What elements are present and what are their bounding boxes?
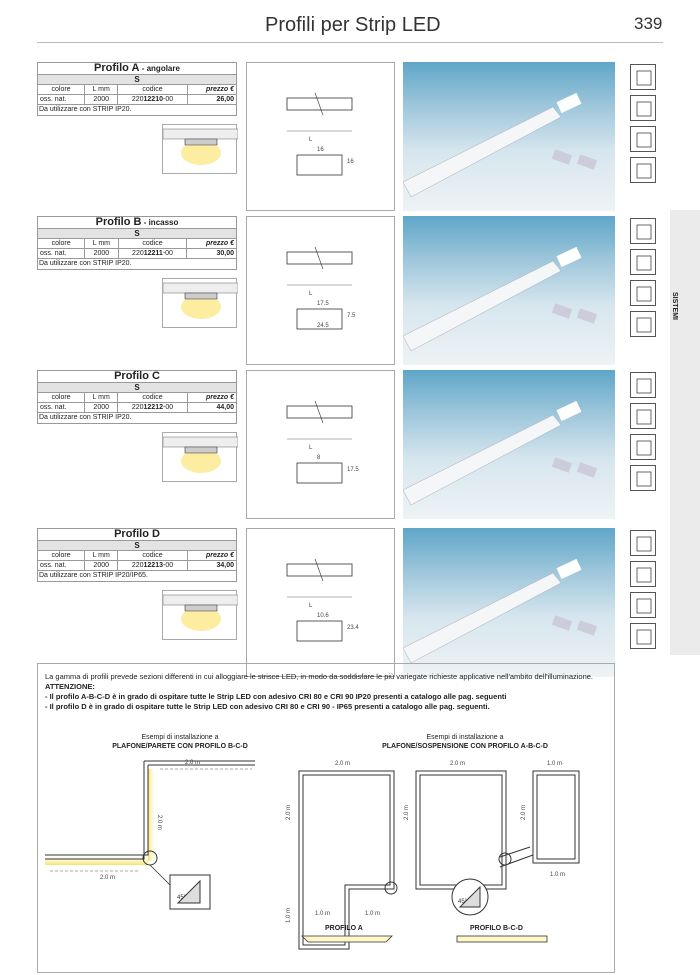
angle-label: 45° <box>458 899 468 905</box>
svg-text:L: L <box>309 291 313 297</box>
dim-label: 1.0 m <box>315 911 331 917</box>
col-header: codice <box>118 393 187 403</box>
intro-line: La gamma di profili prevede sezioni differenti in cui alloggiare le strisce LED, in modo da soddisfare le più variegate richieste applicative nell'ambito dell'illuminazione. <box>45 672 594 681</box>
section-label: SISTEMI <box>671 292 678 321</box>
col-header: colore <box>38 551 85 561</box>
col-header: prezzo € <box>187 239 237 249</box>
color-cell: oss. nat. <box>38 561 85 571</box>
hand-install-icon <box>630 64 656 90</box>
person-icon <box>630 465 656 491</box>
svg-text:8: 8 <box>317 455 321 461</box>
col-header: prezzo € <box>187 85 236 95</box>
technical-drawing <box>246 62 395 211</box>
col-header: colore <box>38 239 85 249</box>
svg-text:7.5: 7.5 <box>347 313 356 319</box>
svg-text:L: L <box>309 137 313 143</box>
size-header: S <box>37 74 237 84</box>
svg-text:24.5: 24.5 <box>317 323 329 329</box>
dim-label: 1.0 m <box>550 872 566 878</box>
size-header: S <box>37 540 237 550</box>
svg-text:17.5: 17.5 <box>317 301 329 307</box>
col-header: colore <box>38 393 85 403</box>
product-table <box>37 62 237 116</box>
dim-label: 1.0 m <box>286 907 292 923</box>
col-header: prezzo € <box>187 551 236 561</box>
product-table <box>37 216 237 270</box>
product-title: Profilo D <box>37 528 237 540</box>
dim-label: 2.0 m <box>100 875 116 881</box>
price-cell: 30,00 <box>187 249 237 259</box>
length-cell: 2000 <box>85 249 118 259</box>
svg-text:17.5: 17.5 <box>347 467 359 473</box>
size-header: S <box>37 382 237 392</box>
svg-text:L: L <box>309 445 313 451</box>
section-tab <box>670 210 700 655</box>
dim-label: 1.0 m <box>365 911 381 917</box>
price-cell: 34,00 <box>187 561 236 571</box>
building-icon <box>630 126 656 152</box>
person-icon <box>630 311 656 337</box>
profile-a-label: PROFILO A <box>325 925 363 932</box>
col-header: L mm <box>85 85 118 95</box>
svg-text:16: 16 <box>317 147 324 153</box>
attention-label: ATTENZIONE: <box>45 682 95 691</box>
product-note: Da utilizzare con STRIP IP20. <box>37 413 237 424</box>
header-divider <box>37 42 663 43</box>
application-icons <box>630 372 658 496</box>
price-cell: 26,00 <box>187 95 236 105</box>
product-photo <box>403 528 615 677</box>
technical-drawing <box>246 370 395 519</box>
length-cell: 2000 <box>85 403 118 413</box>
product-title: Profilo A - angolare <box>37 62 237 74</box>
installation-section-image <box>162 590 237 640</box>
svg-text:10.6: 10.6 <box>317 613 329 619</box>
house-icon <box>630 249 656 275</box>
col-header: codice <box>118 85 187 95</box>
product-note: Da utilizzare con STRIP IP20/IP65. <box>37 571 237 582</box>
dim-label: 2.0 m <box>286 804 292 820</box>
product-title: Profilo C <box>37 370 237 382</box>
attention-line-1: - Il profilo A-B-C-D è in grado di ospitare tutte le Strip LED con adesivo CRI 80 e CRI 90 IP20 presenti a catalogo alle pag. seguenti <box>45 692 507 701</box>
page-title: Profili per Strip LED <box>265 14 441 36</box>
house-icon <box>630 95 656 121</box>
col-header: colore <box>38 85 85 95</box>
svg-text:23.4: 23.4 <box>347 625 359 631</box>
svg-text:16: 16 <box>347 159 354 165</box>
product-table <box>37 370 237 424</box>
house-icon <box>630 561 656 587</box>
product-table <box>37 528 237 582</box>
attention-line-2: - Il profilo D è in grado di ospitare tutte le Strip LED con adesivo CRI 80 e CRI 90 - IP65 presenti a catalogo alle pag. seguenti. <box>45 702 490 711</box>
product-photo <box>403 216 615 365</box>
col-header: prezzo € <box>187 393 236 403</box>
dim-label: 2.0 m <box>404 804 410 820</box>
col-header: L mm <box>85 393 118 403</box>
page-number: 339 <box>634 14 663 33</box>
profile-bcd-section-icon <box>455 934 550 946</box>
example-1-diagram <box>40 755 280 965</box>
code-cell: 22012211-00 <box>118 249 187 259</box>
col-header: L mm <box>85 551 118 561</box>
application-icons <box>630 64 658 188</box>
length-cell: 2000 <box>85 561 118 571</box>
col-header: codice <box>118 551 187 561</box>
col-header: L mm <box>85 239 118 249</box>
product-photo <box>403 370 615 519</box>
hand-install-icon <box>630 372 656 398</box>
installation-section-image <box>162 432 237 482</box>
hand-install-icon <box>630 218 656 244</box>
application-icons <box>630 530 658 654</box>
color-cell: oss. nat. <box>38 403 85 413</box>
dim-label: 2.0 m <box>335 761 351 767</box>
col-header: codice <box>118 239 187 249</box>
code-cell: 22012210-00 <box>118 95 187 105</box>
technical-drawing <box>246 528 395 677</box>
svg-text:L: L <box>309 603 313 609</box>
building-icon <box>630 280 656 306</box>
dim-label: 2.0 m <box>521 804 527 820</box>
example-1-title: Esempi di installazione a PLAFONE/PARETE CON PROFILO B-C-D <box>112 734 248 750</box>
dim-label: 2.0 m <box>185 760 201 766</box>
profile-a-section-icon <box>300 934 395 946</box>
length-cell: 2000 <box>85 95 118 105</box>
installation-section-image <box>162 278 237 328</box>
building-icon <box>630 592 656 618</box>
dim-label: 2.0 m <box>450 761 466 767</box>
code-cell: 22012212-00 <box>118 403 187 413</box>
size-header: S <box>37 228 237 238</box>
dim-label: 2.0 m <box>156 815 162 831</box>
profile-bcd-label: PROFILO B-C-D <box>470 925 523 932</box>
color-cell: oss. nat. <box>38 95 85 105</box>
building-icon <box>630 434 656 460</box>
product-title: Profilo B - incasso <box>37 216 237 228</box>
intro-text <box>45 672 610 712</box>
code-cell: 22012213-00 <box>118 561 187 571</box>
example-2-title: Esempi di installazione a PLAFONE/SOSPENSIONE CON PROFILO A-B-C-D <box>382 734 548 750</box>
color-cell: oss. nat. <box>38 249 85 259</box>
product-note: Da utilizzare con STRIP IP20. <box>37 105 237 116</box>
angle-label: 45° <box>177 895 187 901</box>
person-icon <box>630 623 656 649</box>
house-icon <box>630 403 656 429</box>
product-photo <box>403 62 615 211</box>
installation-section-image <box>162 124 237 174</box>
technical-drawing <box>246 216 395 365</box>
person-icon <box>630 157 656 183</box>
price-cell: 44,00 <box>187 403 236 413</box>
product-note: Da utilizzare con STRIP IP20. <box>37 259 237 270</box>
dim-label: 1.0 m <box>547 761 563 767</box>
application-icons <box>630 218 658 342</box>
hand-install-icon <box>630 530 656 556</box>
